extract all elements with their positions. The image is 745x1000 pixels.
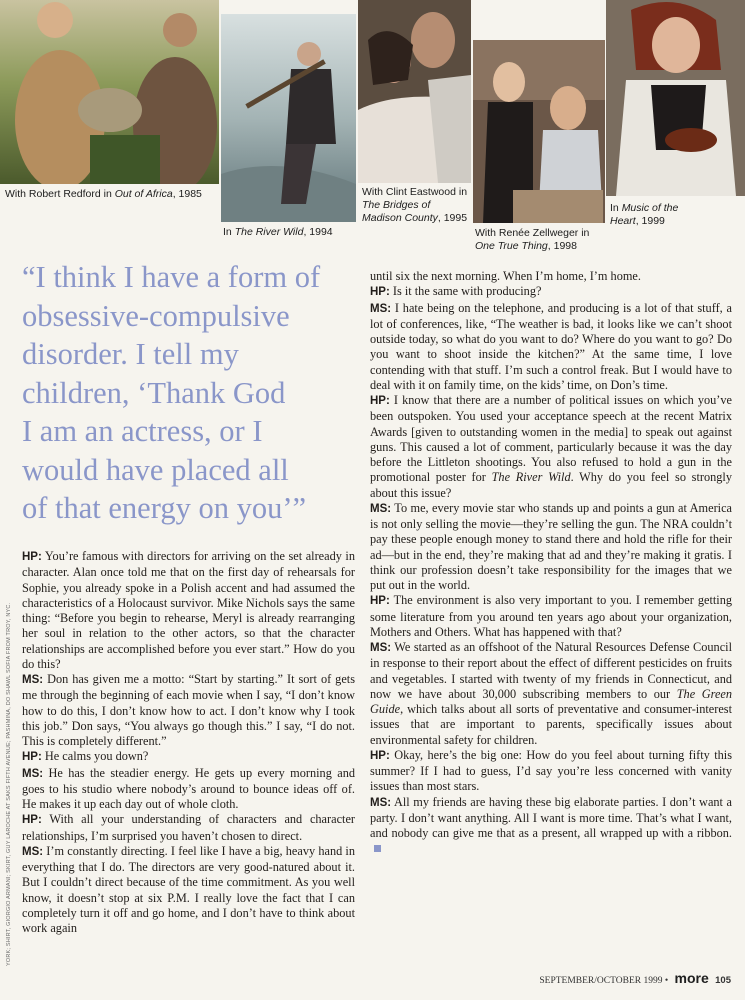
caption-out-of-africa: With Robert Redford in Out of Africa, 1985 [5,188,202,200]
pull-quote-line: “I think I have a form of [22,260,321,294]
pull-quote [22,258,360,528]
interview-paragraph: HP: With all your understanding of characters and character relationships, I’m surprised you haven’t chosen to direct. [22,812,355,843]
issue-date: SEPTEMBER/OCTOBER 1999 [539,976,663,986]
photo-out-of-africa [0,0,219,184]
photo-one-true-thing [473,40,605,223]
pull-quote-line: obsessive-compulsive [22,298,290,333]
interview-paragraph: HP: Okay, here’s the big one: How do you feel about turning fifty this summer? If I had to guess, I’d say you’re less concerned with vanity issues than most stars. [370,747,732,794]
photo-bridges-of-madison-county [358,0,471,183]
pull-quote-line: children, ‘Thank God [22,375,286,410]
interview-paragraph: HP: Is it the same with producing? [370,284,542,299]
interview-paragraph: MS: Don has given me a motto: “Start by starting.” It sort of gets me through the beginning of each movie when I say, “I don’t know how to do this, I don’t know how to act. I don’t know why I took this job.” Don says, “You always go though this.” I say, “I do not. This is completely different.” [22,672,355,748]
interview-paragraph: HP: I know that there are a number of political issues on which you’ve been outspoken. You used your acceptance speech at the recent Matrix Awards [given to outstanding women in the media] to speak out against guns. This caused a lot of comment, particularly because it was the day before the Littleton shootings. You also refused to hold a gun in the promotional poster for The River Wild. Why do you feel so strongly about this issue? [370,393,732,500]
interview-continuation: until six the next morning. When I’m home, I’m home. [370,269,641,283]
interview-paragraph: MS: To me, every movie star who stands up and points a gun at America is not only selling the movie—they’re selling the gun. The NRA couldn’t pay these people enough money to stand there and hold the rifle for their ad—but in the end, they’re making that ad and they’re making it gratis. I think our profession doesn’t take responsibility for the images that we put out in the world. [370,500,732,592]
end-mark-icon [374,845,381,852]
caption-bridges: With Clint Eastwood in The Bridges of Madison County, 1995 [362,186,468,224]
photo-music-of-the-heart [606,0,745,196]
footer-separator: • [664,976,669,986]
interview-paragraph: MS: He has the steadier energy. He gets up every morning and goes to his studio where nobody’s around to bounce ideas off of. He makes it up each day out of whole cloth. [22,765,355,811]
caption-river-wild: In The River Wild, 1994 [223,226,333,238]
page-number: 105 [715,975,731,986]
caption-music-of-the-heart: In Music of the Heart, 1999 [610,202,679,227]
interview-paragraph: MS: All my friends are having these big elaborate parties. I don’t want a party. I don’t want anything. All I want is more time. That’s what I want, and nobody can give me that as a present, all wrapped up with a ribbon. [370,795,732,857]
interview-paragraph: MS: We started as an offshoot of the Natural Resources Defense Council in response to their report about the effect of different pesticides on fruits and vegetables. I started with twenty of my friends in Connecticut, and now we have about 30,000 subscribing members to our The Green Guide, which talks about all sorts of preventative and consumer-interest issues that are important to parents, specifically issues about environmental safety for children. [370,640,733,747]
interview-paragraph: MS: I’m constantly directing. I feel like I have a big, heavy hand in everything that I do. The directors are very good-natured about it. But I couldn’t direct because of the time commitment. As you well know, it doesn’t stop at six P.M. I really love the fact that I can completely turn it off and go home, and I don’t have to think about work again [22,843,355,935]
interview-right-column [370,269,732,857]
interview-paragraph: HP: You’re famous with directors for arriving on the set already in character. Alan once told me that on the first day of rehearsals for Sophie, you already spoke in a Polish accent and had assumed the characteristics of a Holocaust survivor. Mike Nichols says the same thing: “Before you begin to rehearse, Meryl is already rearranging her soul in relation to the other actors, so that the character relationships are accomplished before you ever start.” How do you do this? [22,549,355,671]
pull-quote-line: I am an actress, or I [22,414,263,448]
page-footer [539,970,731,986]
interview-paragraph: HP: The environment is also very important to you. I remember getting some literature from you around ten years ago about your organization, Mothers and Others. What has happened with that? [370,593,732,639]
pull-quote-line: would have placed all [22,452,289,487]
photo-credit: YORK; SHIRT, GIORGIO ARMANI; SKIRT, GUY LAROCHE AT SAKS FIFTH AVENUE; PASHMINA, DO SHAWL SOFIA FROM TROY, NYC. [6,602,12,966]
interview-paragraph: HP: He calms you down? [22,749,149,764]
caption-one-true-thing: With Renée Zellweger in One True Thing, 1998 [475,227,590,252]
photo-river-wild [221,14,356,222]
interview-left-column [22,549,355,936]
pull-quote-line: disorder. I tell my [22,337,239,371]
magazine-logo: more [674,970,709,986]
interview-paragraph: MS: I hate being on the telephone, and producing is a lot of that stuff, a lot of conferences, like, “The weather is bad, it looks like we can’t shoot outside today, so what do you want to do? Where do you want to go? Do you want to shoot inside the kitchen?” At the same time, I love contending with that stuff. I’m such a control freak. But I would have to deal with it on family time, on the kids’ time, on Don’s time. [370,300,732,392]
pull-quote-line: of that energy on you’” [22,491,307,525]
